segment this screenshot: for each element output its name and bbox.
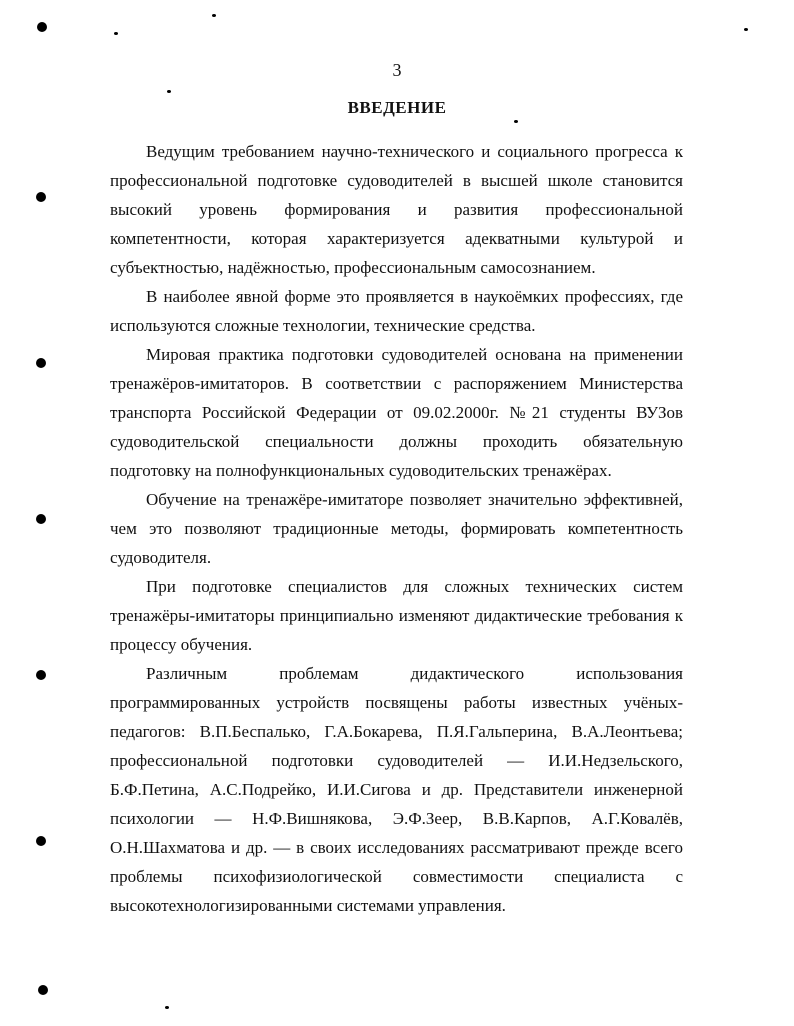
text-line: субъектностью, надёжностью, профессиональным самосознанием. [110,258,596,277]
text-line: В наиболее явной форме это проявляется в наукоёмких профессиях, где [146,287,683,306]
text-line: чем это позволяют традиционные методы, формировать компетентность [110,519,683,538]
paragraph [110,485,683,572]
text-line: транспорта Российской Федерации от 09.02.2000г. №21 студенты ВУЗов [110,403,683,422]
punch-hole-mark [36,514,46,524]
text-line: подготовку на полнофункциональных судоводительских тренажёрах. [110,461,612,480]
punch-hole-mark [38,985,48,995]
punch-hole-mark [36,358,46,368]
text-line: процессу обучения. [110,635,253,654]
text-line: проблемы психофизиологической совместимости специалиста с [110,867,683,886]
text-line: Ведущим требованием научно-технического и социального прогресса к [146,142,683,161]
text-line: компетентности, которая характеризуется адекватными культурой и [110,229,683,248]
text-line: Различным проблемам дидактического использования [146,664,683,683]
scan-speck [114,32,118,35]
text-line: используются сложные технологии, технические средства. [110,316,536,335]
text-line: Обучение на тренажёре-имитаторе позволяет значительно эффективней, [146,490,683,509]
scan-speck [212,14,216,17]
text-line: тренажёры-имитаторы принципиально изменяют дидактические требования к [110,606,683,625]
punch-hole-mark [37,22,47,32]
text-line: высокий уровень формирования и развития профессиональной [110,200,683,219]
page-title: ВВЕДЕНИЕ [347,98,447,117]
text-line: тренажёров-имитаторов. В соответствии с распоряжением Министерства [110,374,683,393]
paragraph [110,572,683,659]
punch-hole-mark [36,836,46,846]
text-line: Мировая практика подготовки судоводителей основана на применении [146,345,683,364]
text-line: психологии — Н.Ф.Вишнякова, Э.Ф.Зеер, В.В.Карпов, А.Г.Ковалёв, [110,809,683,828]
scan-speck [514,120,518,123]
text-line: педагогов: В.П.Беспалько, Г.А.Бокарева, П.Я.Гальперина, В.А.Леонтьева; [110,722,683,741]
scan-speck [167,90,171,93]
text-line: профессиональной подготовке судоводителей в высшей школе становится [110,171,683,190]
punch-hole-mark [36,670,46,680]
text-line: Б.Ф.Петина, А.С.Подрейко, И.И.Сигова и др. Представители инженерной [110,780,683,799]
page-number: 3 [392,60,402,80]
scan-speck [744,28,748,31]
text-line: высокотехнологизированными системами управления. [110,896,506,915]
text-line: О.Н.Шахматова и др. — в своих исследованиях рассматривают прежде всего [110,838,683,857]
scan-speck [165,1006,169,1009]
text-line: профессиональной подготовки судоводителей — И.И.Недзельского, [110,751,683,770]
text-line: судоводителя. [110,548,212,567]
text-line: судоводительской специальности должны проходить обязательную [110,432,683,451]
paragraph [110,282,683,340]
text-line: программированных устройств посвящены работы известных учёных- [110,693,683,712]
text-line: При подготовке специалистов для сложных технических систем [146,577,683,596]
paragraph [110,137,683,282]
paragraph [110,659,683,920]
punch-hole-mark [36,192,46,202]
document-body [110,137,683,920]
paragraph [110,340,683,485]
